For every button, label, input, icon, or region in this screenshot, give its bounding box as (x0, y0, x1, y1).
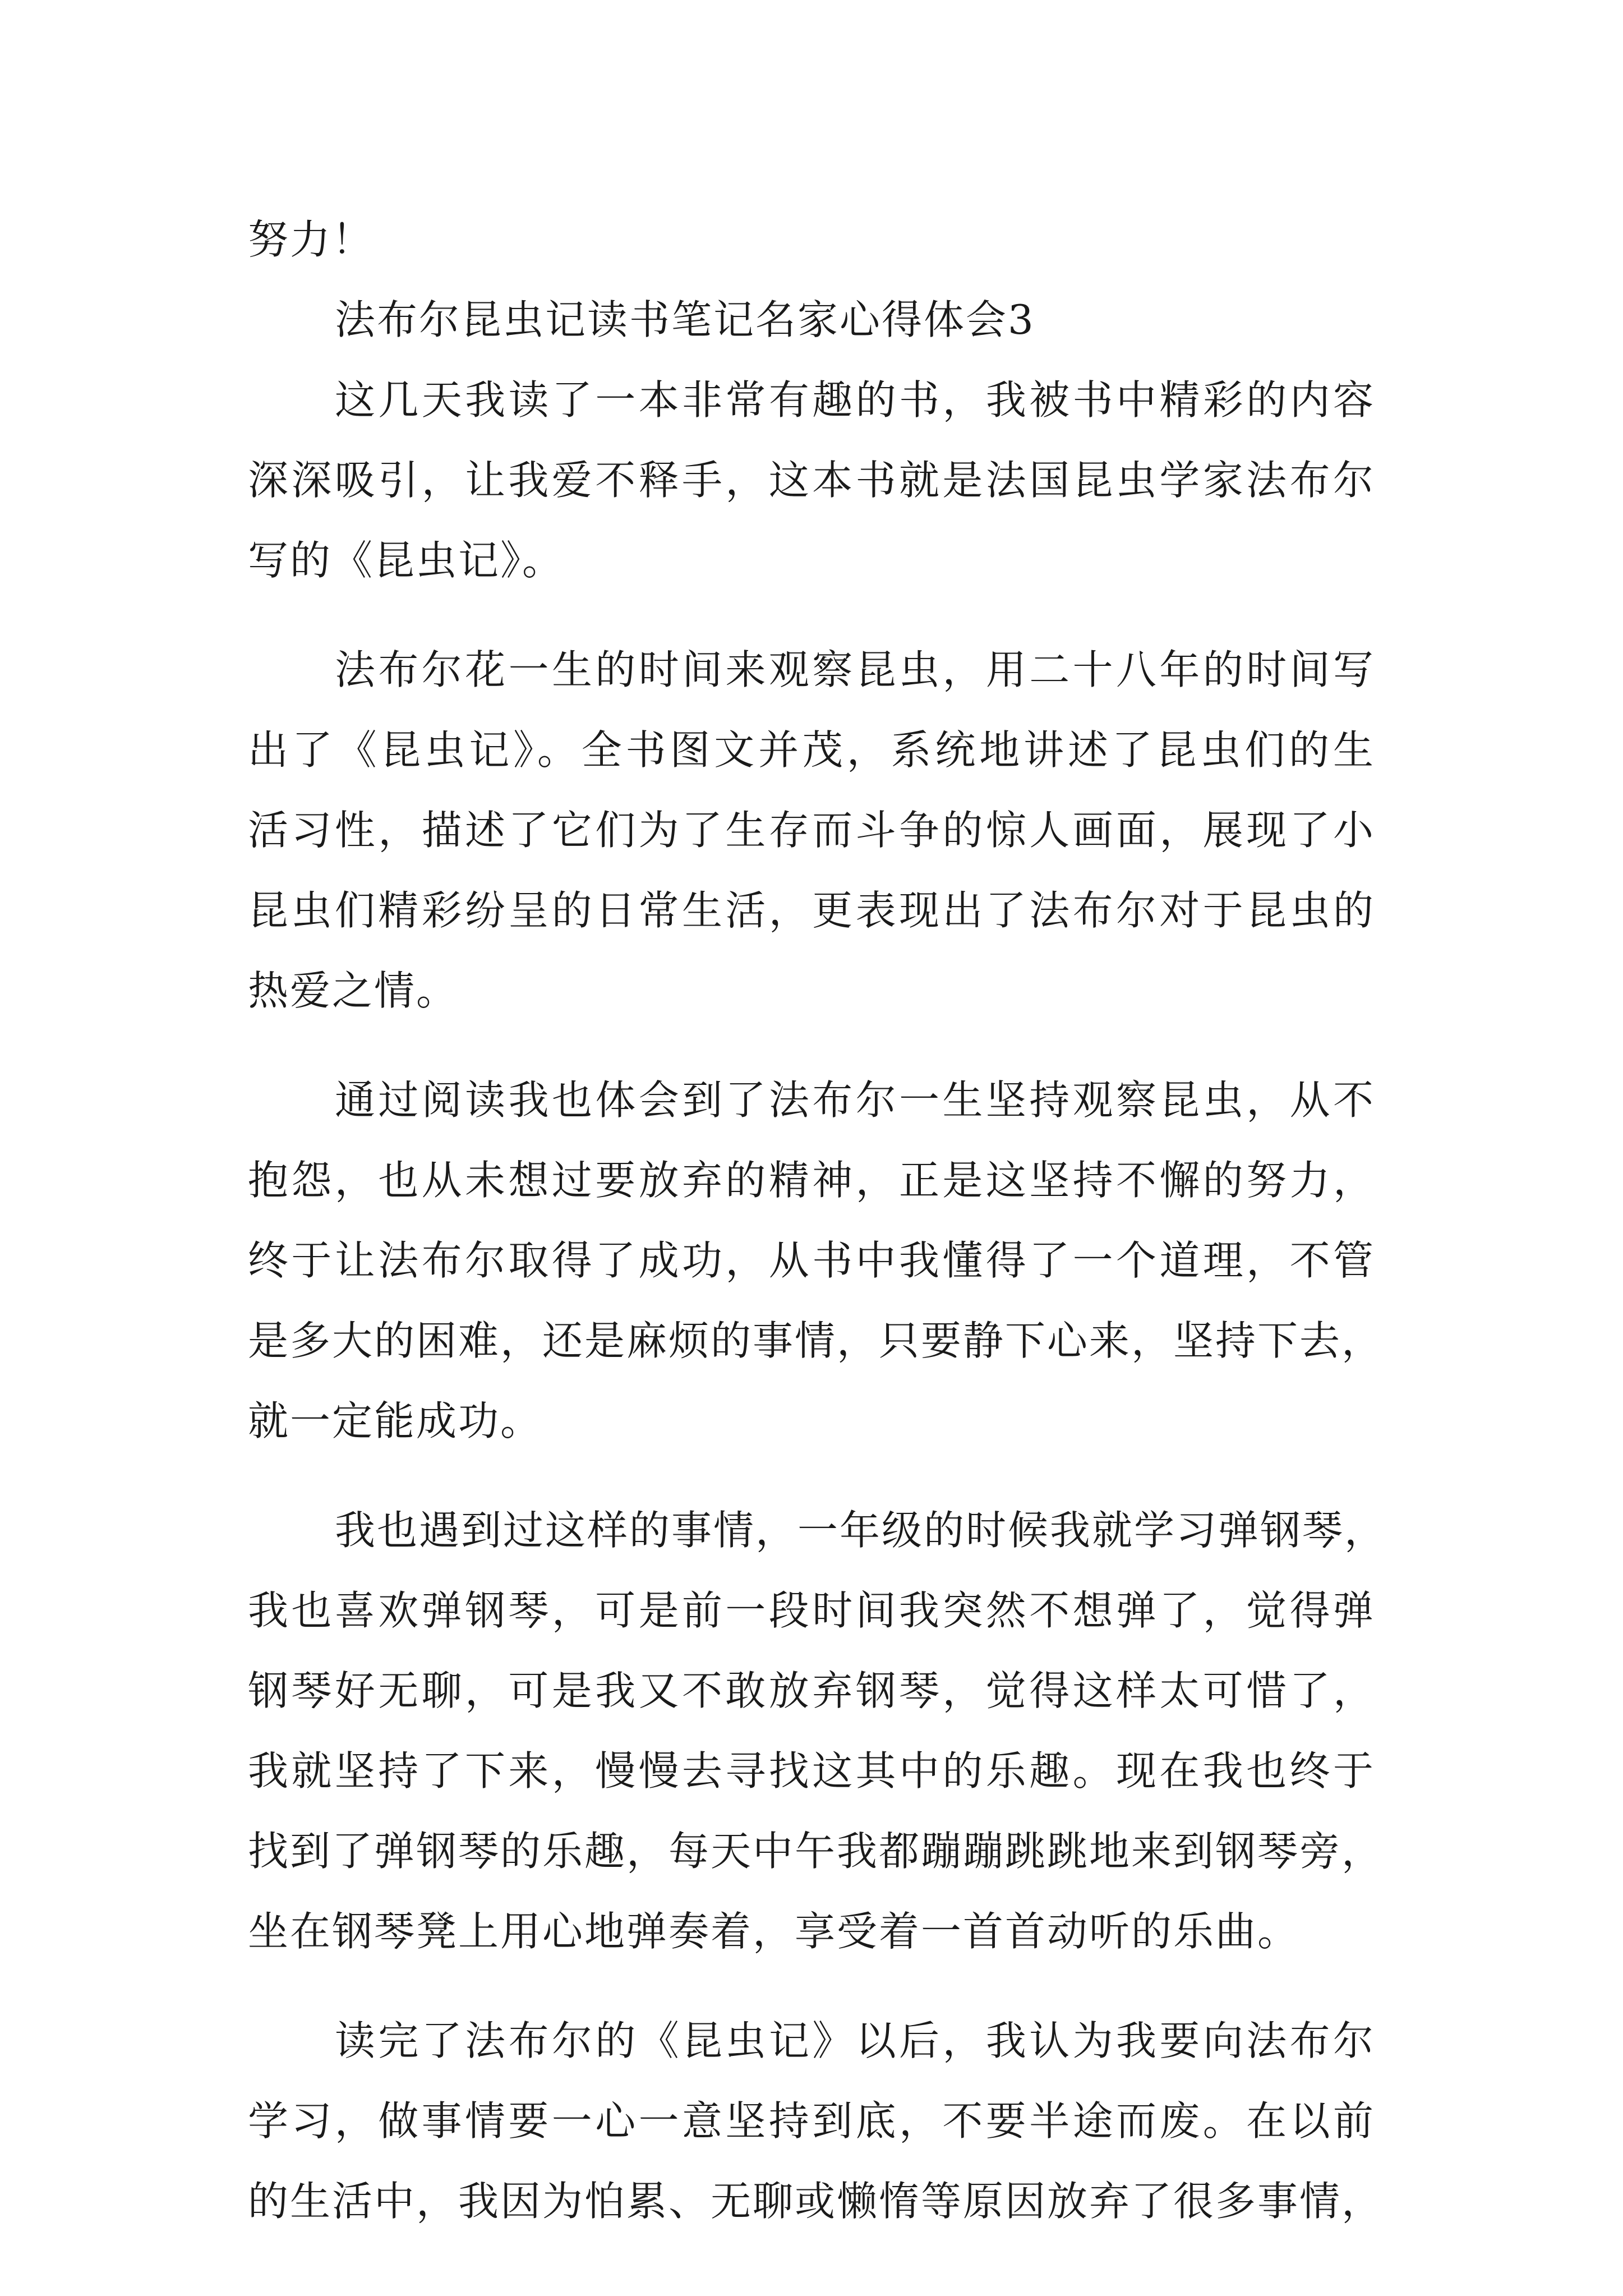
text-line: 法布尔花一生的时间来观察昆虫，用二十八年的时间写 (335, 646, 1375, 693)
text-line: 坐在钢琴凳上用心地弹奏着，享受着一首首动听的乐曲。 (248, 1908, 1300, 1955)
text-line: 我也喜欢弹钢琴，可是前一段时间我突然不想弹了，觉得弹 (248, 1587, 1375, 1634)
text-line: 的生活中，我因为怕累、无聊或懒惰等原因放弃了很多事情， (248, 2178, 1384, 2225)
text-line: 昆虫们精彩纷呈的日常生活，更表现出了法布尔对于昆虫的 (248, 887, 1375, 934)
text-line: 写的《昆虫记》。 (248, 537, 565, 584)
text-line: 抱怨，也从未想过要放弃的精神，正是这坚持不懈的努力， (248, 1157, 1375, 1204)
text-line: 这几天我读了一本非常有趣的书，我被书中精彩的内容 (335, 376, 1375, 424)
text-line: 就一定能成功。 (248, 1397, 543, 1444)
text-line: 我就坚持了下来，慢慢去寻找这其中的乐趣。现在我也终于 (248, 1747, 1375, 1795)
text-line: 钢琴好无聊，可是我又不敢放弃钢琴，觉得这样太可惜了， (248, 1667, 1375, 1714)
text-line: 学习，做事情要一心一意坚持到底，不要半途而废。在以前 (248, 2097, 1375, 2145)
text-line: 出了《昆虫记》。全书图文并茂，系统地讲述了昆虫们的生 (248, 726, 1375, 774)
document-body (248, 200, 1387, 2242)
text-line: 读完了法布尔的《昆虫记》以后，我认为我要向法布尔 (335, 2017, 1375, 2064)
text-line: 深深吸引，让我爱不释手，这本书就是法国昆虫学家法布尔 (248, 457, 1375, 504)
text-line: 活习性，描述了它们为了生存而斗争的惊人画面，展现了小 (248, 807, 1375, 854)
text-line: 热爱之情。 (248, 967, 459, 1014)
text-line: 通过阅读我也体会到了法布尔一生坚持观察昆虫，从不 (335, 1076, 1375, 1124)
text-line: 找到了弹钢琴的乐趣，每天中午我都蹦蹦跳跳地来到钢琴旁， (248, 1828, 1384, 1875)
text-line: 是多大的困难，还是麻烦的事情，只要静下心来，坚持下去， (248, 1317, 1384, 1364)
section-heading: 法布尔昆虫记读书笔记名家心得体会3 (335, 296, 1035, 343)
text-line: 努力！ (248, 216, 375, 263)
text-line: 终于让法布尔取得了成功，从书中我懂得了一个道理，不管 (248, 1237, 1375, 1284)
text-line: 我也遇到过这样的事情，一年级的时候我就学习弹钢琴， (335, 1507, 1387, 1554)
